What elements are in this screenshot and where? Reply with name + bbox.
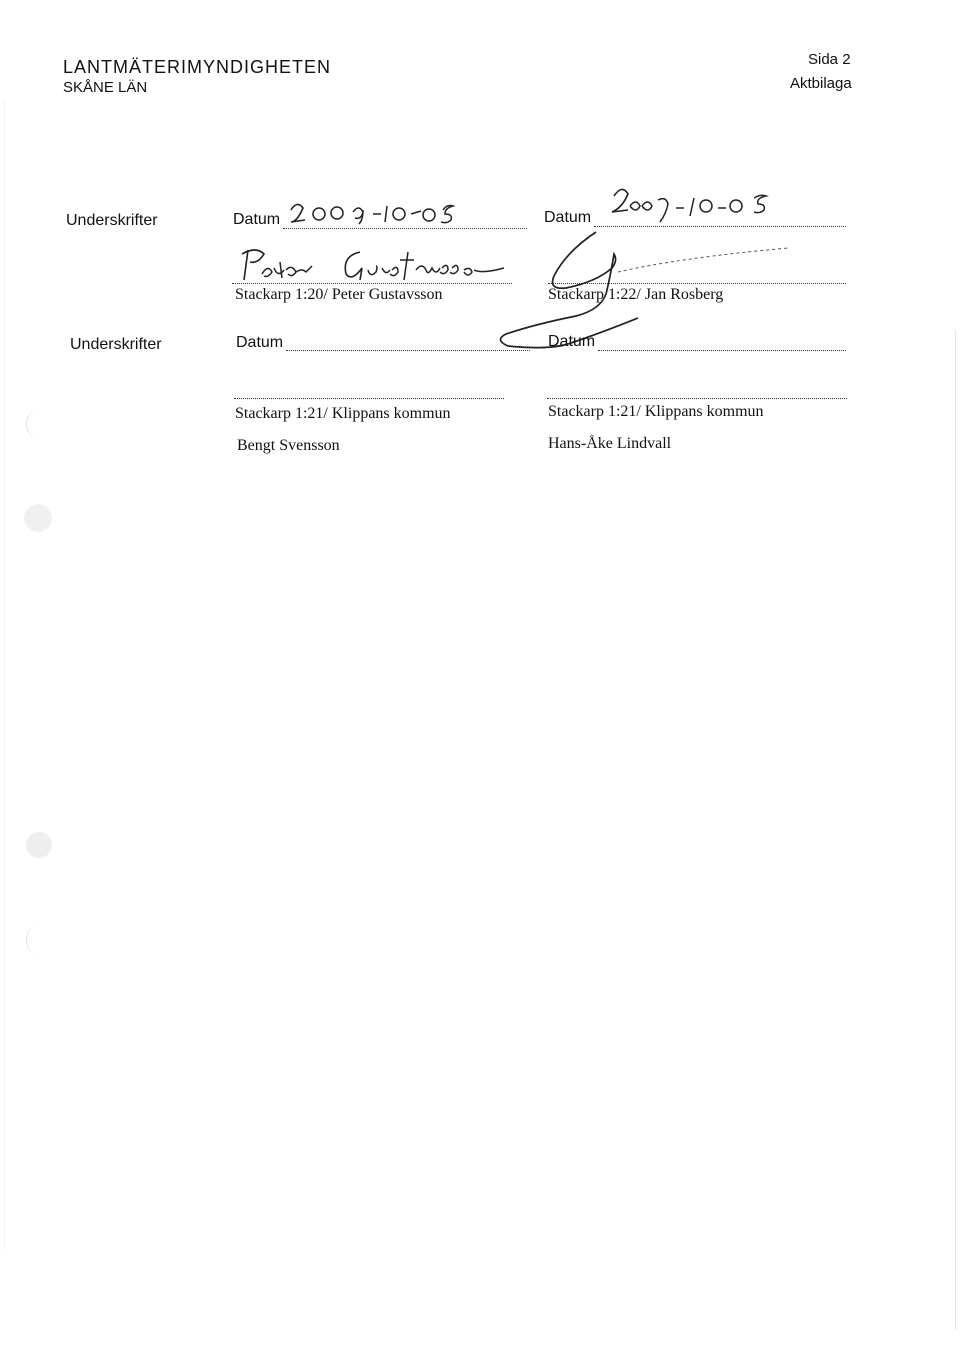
punch-hole-mark — [26, 410, 49, 438]
signature-line — [548, 283, 846, 284]
date-line — [286, 350, 530, 351]
signature-line — [547, 398, 847, 399]
property-line-right: Stackarp 1:21/ Klippans kommun — [548, 403, 764, 420]
attachment-label: Aktbilaga — [790, 75, 852, 92]
name-line-left: Bengt Svensson — [237, 437, 340, 454]
property-line-left: Stackarp 1:21/ Klippans kommun — [235, 405, 451, 422]
handwritten-date-right — [604, 182, 784, 224]
date-line — [283, 228, 527, 229]
date-label: Datum — [544, 209, 592, 226]
handwritten-date-left — [283, 188, 473, 228]
scan-edge — [955, 330, 956, 1330]
date-label: Datum — [236, 334, 284, 351]
date-line — [598, 350, 846, 351]
county-name: SKÅNE LÄN — [63, 79, 148, 96]
section-label-signatures: Underskrifter — [66, 212, 158, 229]
page-number: Sida 2 — [808, 51, 851, 68]
date-label: Datum — [233, 211, 281, 228]
date-label: Datum — [548, 333, 596, 350]
punch-hole-mark — [26, 832, 52, 858]
punch-hole-mark — [24, 504, 52, 532]
scan-edge — [4, 100, 5, 1250]
date-line — [594, 226, 846, 227]
punch-hole-mark — [26, 925, 49, 955]
signature-peter-gustavsson — [232, 244, 512, 288]
signer-line-right: Stackarp 1:22/ Jan Rosberg — [548, 286, 724, 303]
authority-title: LANTMÄTERIMYNDIGHETEN — [63, 57, 332, 77]
signature-line — [232, 283, 512, 284]
signer-line-left: Stackarp 1:20/ Peter Gustavsson — [235, 286, 443, 303]
name-line-right: Hans-Åke Lindvall — [548, 435, 672, 452]
signature-line — [234, 398, 504, 399]
section-label-signatures: Underskrifter — [70, 336, 162, 353]
